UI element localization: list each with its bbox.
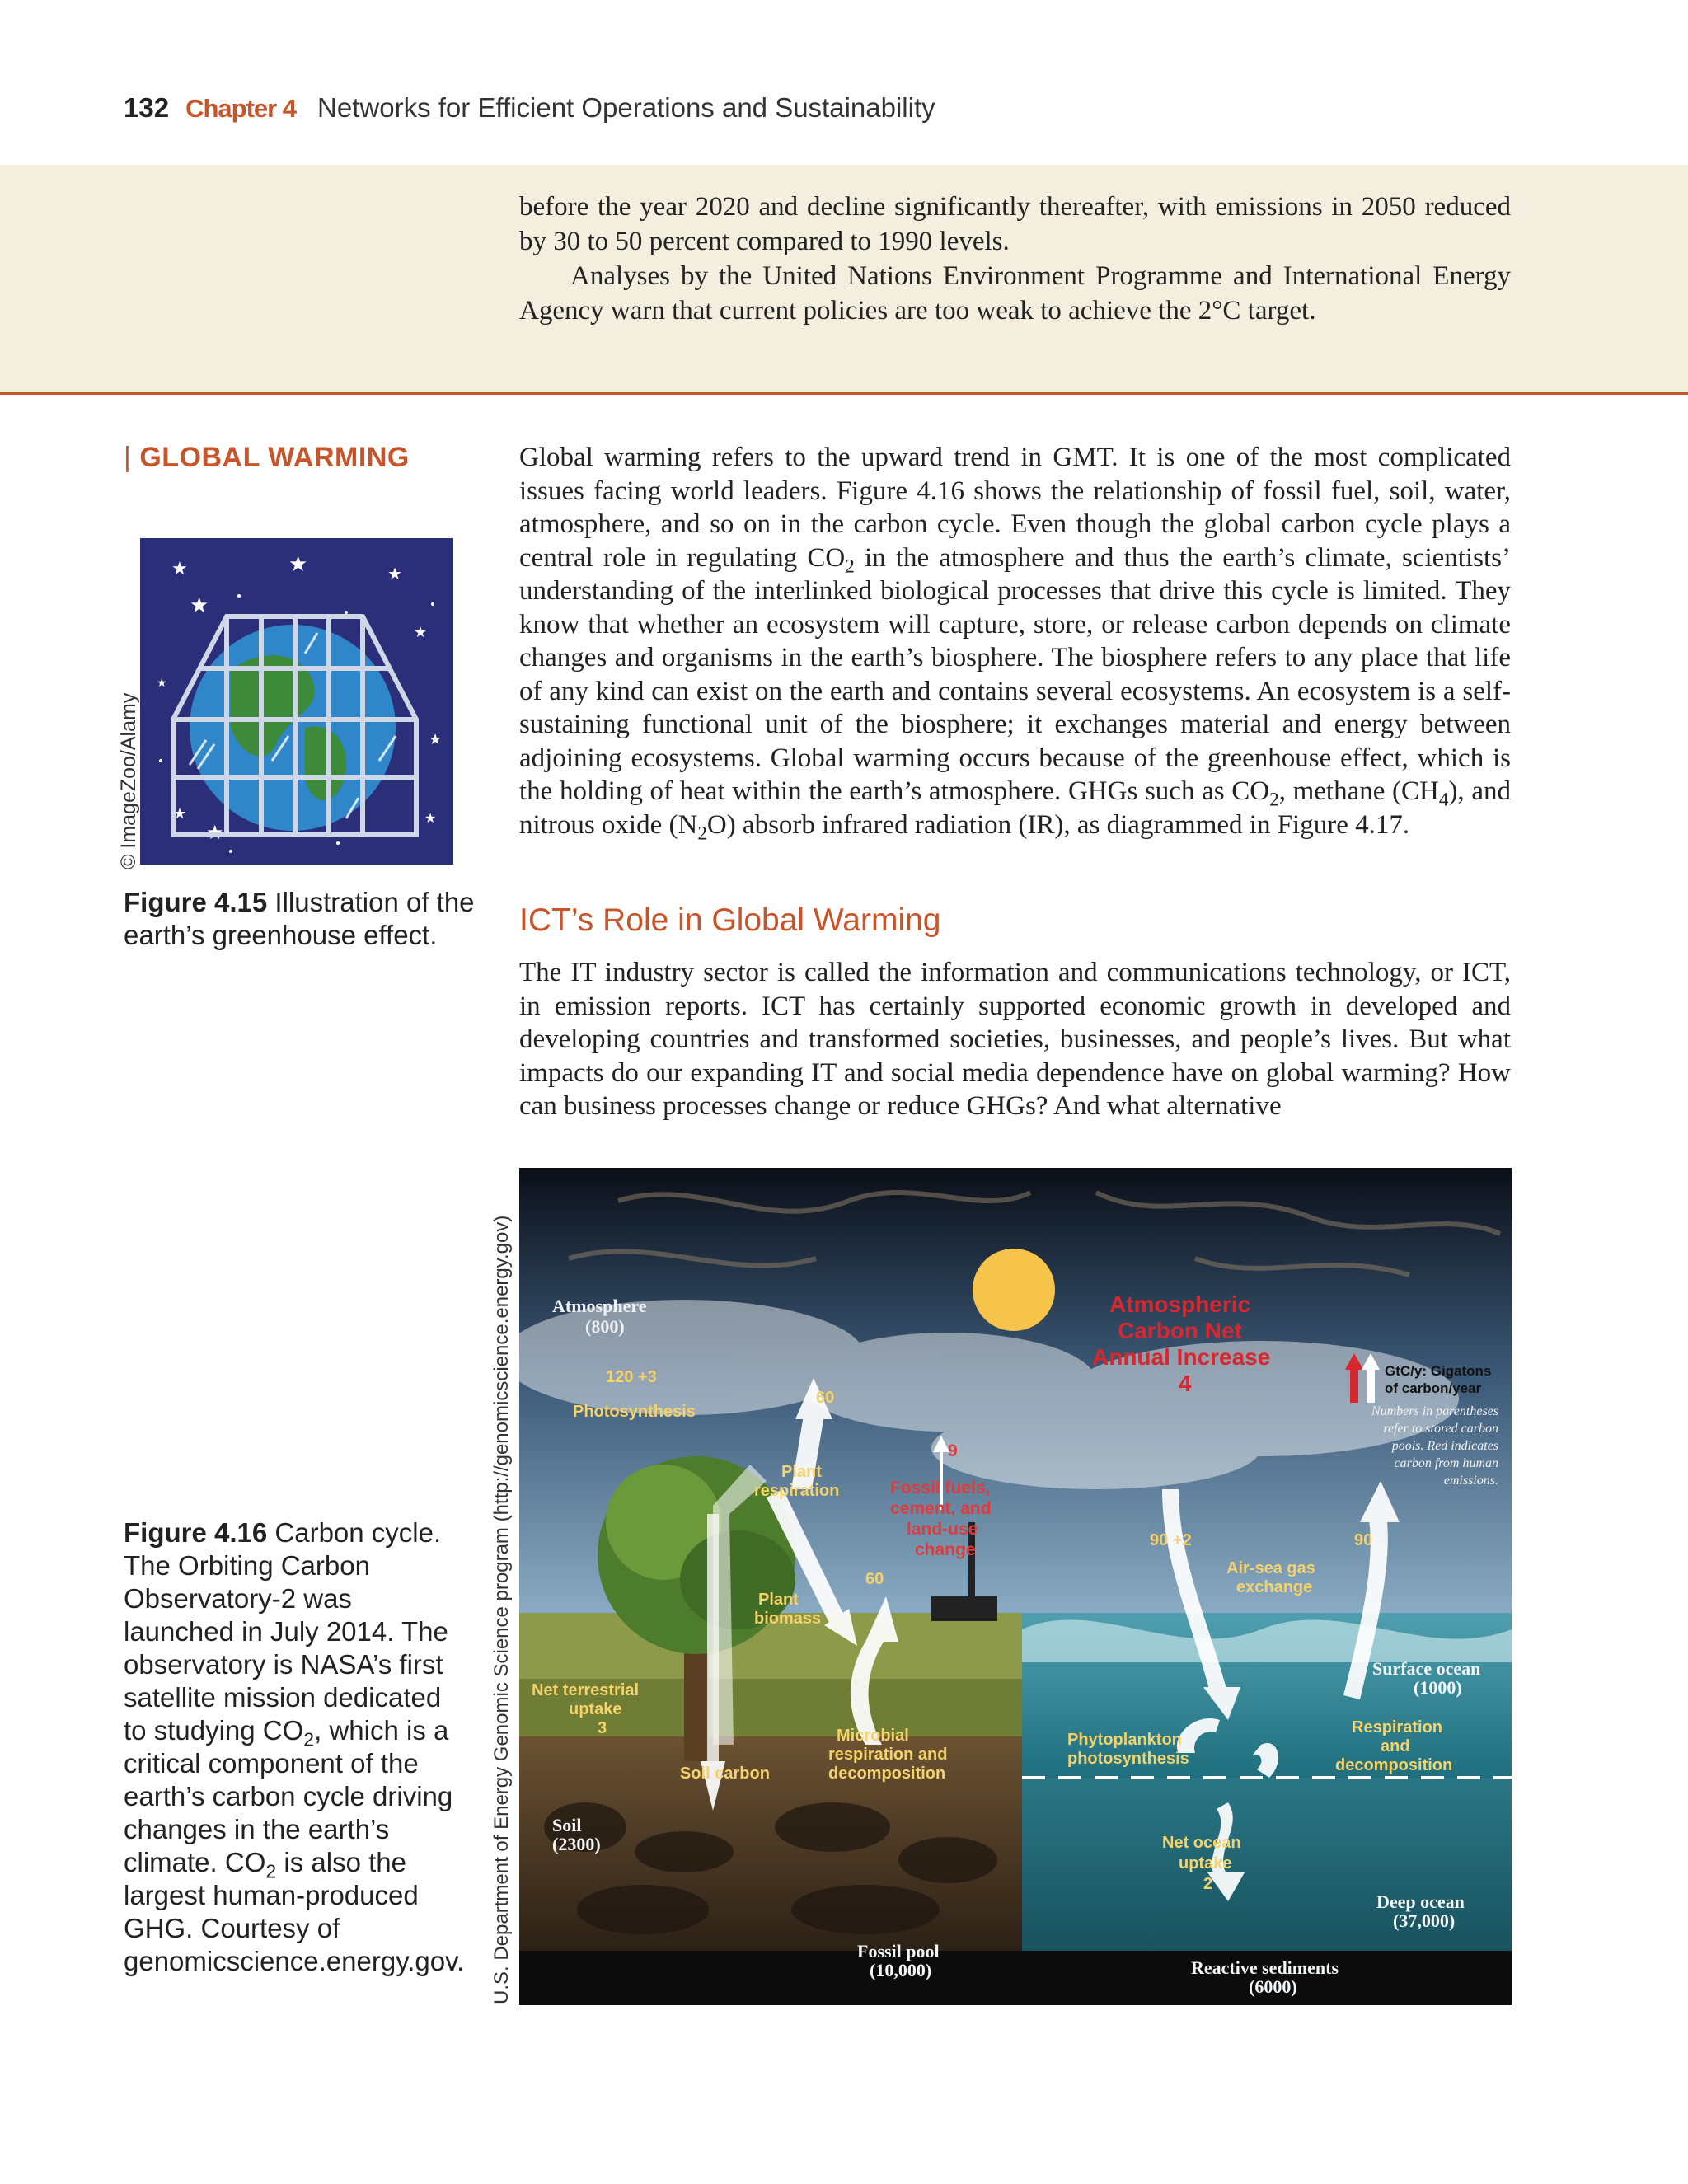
body-text-run: in the atmosphere and thus the earth’s climate, scientists’ understanding of the interlinked biological processes that drive this cycle is limited. They know that whether an ecosystem will capture, store, or release carbon depends on climate changes and organisms in the earth’s biosphere. The biosphere refers to any place that life of any kind can exist on the earth and contains several ecosystems. An ecosystem is a self-sustaining functional unit of the biosphere; it exchanges material and energy between adjoining ecosystems. Global warming occurs because of the greenhouse effect, which is the holding of heat within the earth’s atmosphere. GHGs such as CO [519,542,1511,806]
legend-note: emissions. [1443,1474,1498,1488]
plant-biomass-label: biomass [754,1610,822,1628]
atmospheric-increase-value: 4 [1179,1371,1192,1396]
svg-text:★: ★ [157,677,167,690]
subscript: 2 [303,1728,315,1750]
legend-note: Numbers in parentheses [1371,1404,1498,1418]
atmospheric-increase-label: Annual Increase [1092,1344,1271,1370]
body-paragraph: The IT industry sector is called the information and communications technology, or ICT, in emission reports. ICT has certainly supported economic growth in developed and developing countries and transformed societies, businesses, and people’s lives. But what impacts do our expanding IT and social media dependence have on global warming? How can business processes change or reduce GHGs? And what alternative [519,958,1511,1121]
respiration-label: and [1381,1737,1410,1755]
subscript: 4 [1438,788,1449,810]
plant-biomass-label: Plant [758,1591,799,1609]
body-text-run: ), and nitrous oxide (N [519,776,1511,840]
chapter-label: Chapter 4 [185,94,297,123]
legend-note: pools. Red indicates [1391,1439,1498,1453]
box-paragraph: Analyses by the United Nations Environment Programme and International Energy Agency warn that current policies are too weak to achieve the 2°C target. [519,261,1511,326]
net-ocean-value: 2 [1203,1875,1213,1893]
sun-icon [973,1249,1055,1331]
body-text-run: Global warming refers to the upward trend in GMT. It is one of the most complicated issues facing world leaders. Figure 4.16 shows the relationship of fossil fuel, soil, water, atmosphere, and so on in the carbon cycle. Even though the global carbon cycle plays a central role in regulating CO [519,443,1511,573]
microbial-label: decomposition [828,1765,946,1783]
phytoplankton-label: Phytoplankton [1067,1731,1182,1749]
net-terrestrial-label: uptake [569,1700,622,1718]
net-terrestrial-value: 3 [598,1719,607,1737]
svg-text:★: ★ [171,558,188,579]
plant-respiration-label: Plant [781,1463,822,1481]
figure-label: Figure 4.15 [124,887,268,917]
figure-credit: U.S. Department of Energy Genomic Science program (http://genomicscience.energy.gov) [490,1215,513,2004]
fossil-fuel-label: change [915,1540,976,1559]
microbial-label: Microbial [837,1727,909,1745]
fossil-pool-value: (10,000) [870,1960,932,1980]
chapter-title: Networks for Efficient Operations and Sustainability [317,92,935,123]
deep-ocean-label: Deep ocean [1376,1891,1465,1912]
svg-text:★: ★ [429,731,443,748]
subscript: 2 [265,1860,277,1882]
svg-text:★: ★ [387,565,402,583]
plant-respiration-label: respiration [754,1482,840,1500]
body-paragraph [519,441,1511,844]
svg-text:★: ★ [173,805,187,822]
page-number: 132 [124,92,170,123]
greenhouse-illustration [140,538,453,865]
soil-value: (2300) [552,1834,601,1854]
carbon-cycle-diagram [519,1168,1512,2005]
fossil-fuel-label: land-use [907,1520,978,1539]
svg-text:★: ★ [424,812,437,826]
svg-text:★: ★ [414,624,428,640]
figure-caption [124,886,495,952]
net-ocean-label: uptake [1179,1854,1232,1872]
fossil-pool-label: Fossil pool [857,1941,940,1961]
svg-text:★: ★ [190,593,209,617]
section-bar-icon: | [124,442,132,473]
caption-text: is also the largest human-produced GHG. Courtesy of genomicscience.energy.gov. [124,1847,465,1976]
atmosphere-value: (800) [585,1316,625,1337]
sediments-label: Reactive sediments [1191,1957,1339,1978]
phytoplankton-label: photosynthesis [1067,1750,1189,1768]
subscript: 2 [697,822,707,844]
caption-text: Illustration of the earth’s greenhouse effect. [124,887,475,950]
caption-text: , which is a critical component of the earth’s carbon cycle driving changes in the earth’s climate. CO [124,1715,453,1877]
net-terrestrial-label: Net terrestrial [532,1681,640,1699]
sea-out-value: 90 [1354,1531,1373,1549]
respiration-label: Respiration [1352,1718,1443,1736]
legend-label: of carbon/year [1385,1380,1482,1396]
legend-note: carbon from human [1394,1456,1498,1470]
air-sea-label: Air-sea gas [1226,1559,1315,1577]
microbial-label: respiration and [828,1746,948,1764]
figure-caption [124,1516,470,1978]
svg-text:★: ★ [288,552,308,576]
sea-in-value: 90 +2 [1150,1531,1192,1549]
caption-text: Carbon cycle. The Orbiting Carbon Observatory-2 was launched in July 2014. The observatory is NASA’s first satellite mission dedicated to studying CO [124,1517,448,1746]
fossil-fuel-value: 9 [948,1441,958,1460]
box-text [519,190,1511,328]
body-text-run: , methane (CH [1278,776,1439,806]
surface-ocean-value: (1000) [1414,1677,1462,1698]
box-paragraph: before the year 2020 and decline significantly thereafter, with emissions in 2050 reduced by 30 to 50 percent compared to 1990 levels. [519,192,1511,256]
figure-label: Figure 4.16 [124,1517,268,1548]
subscript: 2 [1269,788,1279,810]
net-ocean-label: Net ocean [1162,1834,1241,1852]
respiration-label: decomposition [1335,1756,1453,1774]
air-sea-label: exchange [1236,1578,1313,1596]
photosynthesis-value: 120 +3 [606,1368,657,1386]
svg-text:★: ★ [206,823,224,844]
soil-label: Soil [552,1815,582,1835]
fossil-fuel-label: Fossil fuels, [890,1479,991,1497]
subscript: 2 [845,555,855,577]
section-label [124,442,410,474]
section-label-text: GLOBAL WARMING [139,442,410,473]
atmospheric-increase-label: Atmospheric [1109,1291,1251,1317]
photosynthesis-label: Photosynthesis [573,1403,696,1421]
sediments-value: (6000) [1249,1976,1297,1997]
atmosphere-label: Atmosphere [552,1296,647,1316]
legend-note: refer to stored carbon [1383,1422,1498,1436]
fossil-fuel-label: cement, and [890,1499,992,1518]
running-header [124,92,935,124]
soil-release-value: 60 [865,1570,884,1588]
figure-credit: © ImageZoo/Alamy [117,692,140,869]
deep-ocean-value: (37,000) [1393,1910,1456,1931]
body-text-run: O) absorb infrared radiation (IR), as diagrammed in Figure 4.17. [706,809,1410,840]
plant-respiration-value: 60 [816,1389,835,1407]
soil-carbon-label: Soil carbon [680,1765,770,1783]
surface-ocean-label: Surface ocean [1372,1658,1481,1679]
atmospheric-increase-label: Carbon Net [1118,1318,1242,1343]
sub-heading: ICT’s Role in Global Warming [519,902,941,938]
legend-label: GtC/y: Gigatons [1385,1363,1492,1379]
